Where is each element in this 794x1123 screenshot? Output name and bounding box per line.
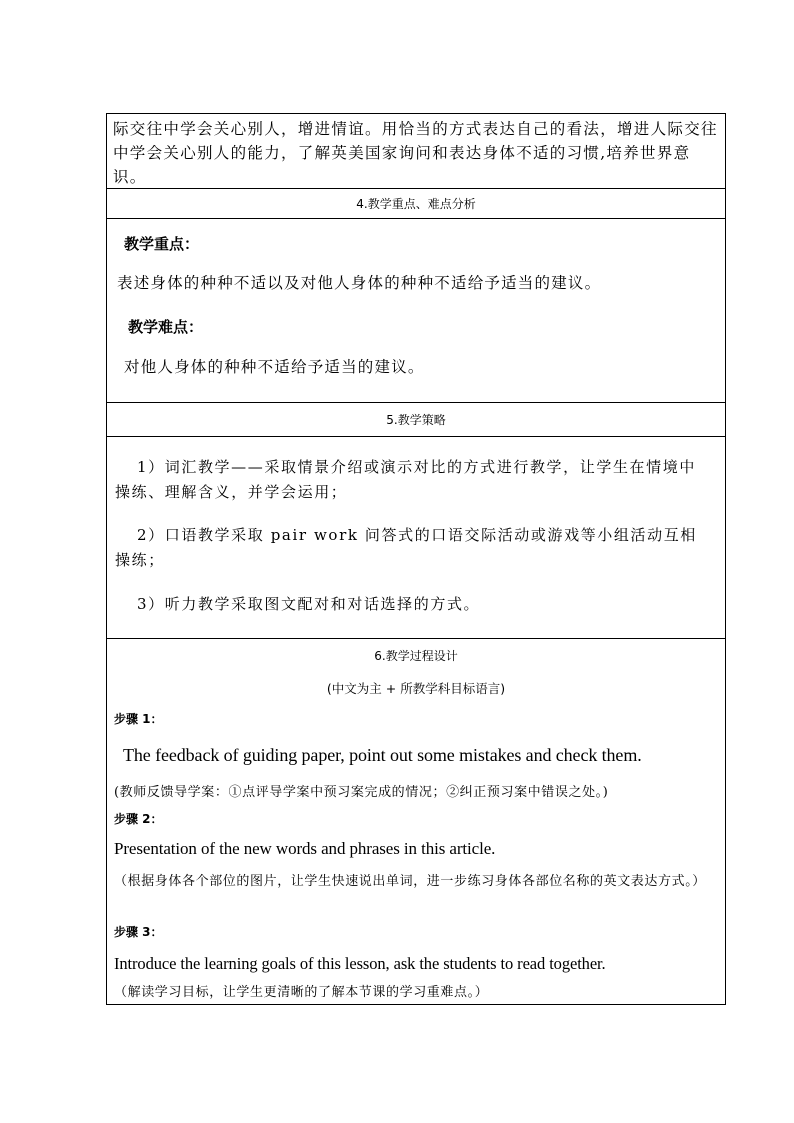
section-4-content	[107, 219, 725, 403]
step-3-note: （解读学习目标，让学生更清晰的了解本节课的学习重难点。）	[114, 985, 489, 1000]
section-4-header	[107, 189, 725, 219]
section-4-title: 4.教学重点、难点分析	[356, 197, 476, 211]
strategy-item-2: 2）口语教学采取 pair work 问答式的口语交际活动或游戏等小组活动互相操练；	[115, 526, 697, 569]
step-2-note: （根据身体各个部位的图片，让学生快速说出单词，进一步练习身体各部位名称的英文表达方式。）	[114, 874, 706, 889]
section-5-content	[107, 437, 725, 639]
key-point-label: 教学重点：	[124, 235, 200, 253]
step-1-label: 步骤 1：	[114, 712, 163, 726]
section-6-title: 6.教学过程设计	[374, 649, 458, 663]
step-1-english: The feedback of guiding paper, point out some mistakes and check them.	[123, 745, 642, 765]
section-5-title: 5.教学策略	[386, 413, 446, 427]
difficulty-text: 对他人身体的种种不适给予适当的建议。	[124, 358, 425, 376]
step-3-english: Introduce the learning goals of this lesson, ask the students to read together.	[114, 954, 606, 973]
difficulty-label: 教学难点：	[128, 318, 204, 336]
step-1-note: (教师反馈导学案：①点评导学案中预习案完成的情况；②纠正预习案中错误之处。)	[114, 785, 609, 800]
section-6-content	[107, 639, 725, 1004]
step-2-label: 步骤 2：	[114, 812, 163, 826]
section-6-subtitle: (中文为主 + 所教学科目标语言)	[326, 681, 506, 696]
strategy-item-3: 3）听力教学采取图文配对和对话选择的方式。	[137, 595, 481, 613]
step-3-label: 步骤 3：	[114, 925, 163, 939]
step-2-english: Presentation of the new words and phrases in this article.	[114, 839, 496, 858]
objectives-cell	[107, 114, 725, 189]
lesson-plan-table	[106, 113, 726, 1005]
strategy-item-1: 1）词汇教学——采取情景介绍或演示对比的方式进行教学，让学生在情境中操练、理解含义，并学会运用；	[115, 458, 696, 501]
section-5-header	[107, 403, 725, 437]
key-point-text: 表述身体的种种不适以及对他人身体的种种不适给予适当的建议。	[117, 274, 602, 292]
objectives-text: 际交往中学会关心别人，增进情谊。用恰当的方式表达自己的看法，增进人际交往中学会关心别人的能力，了解英美国家询问和表达身体不适的习惯,培养世界意识。	[113, 120, 718, 186]
